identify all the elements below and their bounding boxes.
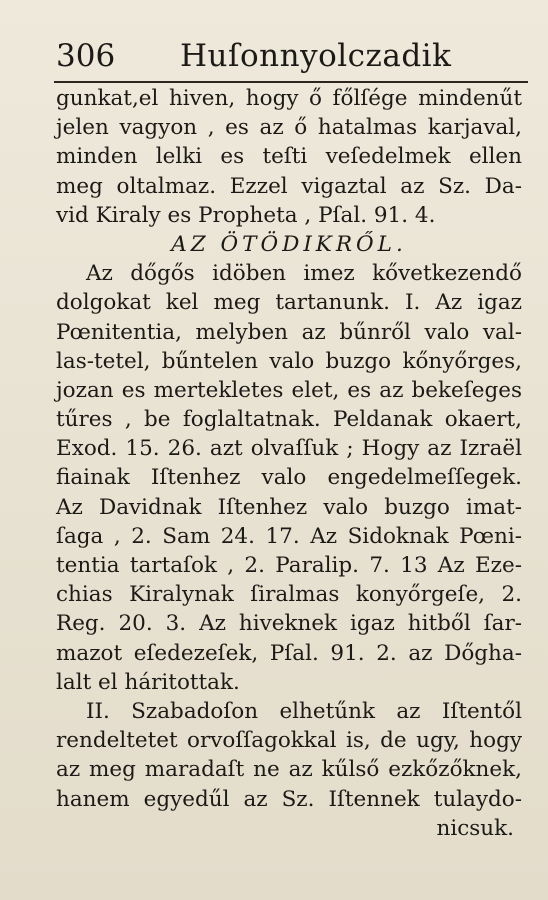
- text-line: meg oltalmaz. Ezzel vigaztal az Sz. Da-: [56, 173, 522, 199]
- text-line: jozan es mertekletes elet, es az bekeſeges: [56, 377, 522, 403]
- text-line: Reg. 20. 3. Az hiveknek igaz hitből ſar-: [56, 611, 522, 637]
- text-line: tűres , be foglaltatnak. Peldanak okaert,: [56, 407, 522, 433]
- text-line: nicsuk.: [436, 815, 514, 841]
- text-line: chias Kiralynak ſiralmas konyőrgeſe, 2.: [56, 582, 522, 608]
- body-text: [56, 84, 522, 843]
- text-line: tentia tartaſok , 2. Paralip. 7. 13 Az Eze-: [56, 553, 522, 578]
- text-line: Az Davidnak Iſtenhez valo buzgo imat-: [56, 494, 522, 520]
- text-line: dolgokat kel meg tartanunk. I. Az igaz: [56, 290, 522, 316]
- text-line: Exod. 15. 26. azt olvaſſuk ; Hogy az Izraël: [56, 436, 522, 462]
- text-line: fiainak Iſtenhez valo engedelmeſſegek.: [56, 465, 522, 491]
- text-line: Az dőgős idöben imez kővetkezendő: [86, 261, 522, 287]
- section-heading: AZ ÖTÖDIKRŐL.: [171, 231, 407, 257]
- text-line: mazot eſedezeſek, Pſal. 91. 2. az Dőgha-: [56, 640, 522, 666]
- text-line: az meg maradaſt ne az kűlső ezkőzőknek,: [56, 757, 522, 783]
- text-line: jelen vagyon , es az ő hatalmas karjaval,: [56, 115, 522, 141]
- text-line: las-tetel, bűntelen valo buzgo kőnyőrges,: [56, 348, 522, 374]
- text-line: gunkat,el hiven, hogy ő főlſége mindenűt: [56, 86, 522, 111]
- text-line: minden lelki es teſti veſedelmek ellen: [56, 144, 522, 170]
- text-line: vid Kiraly es Propheta , Pſal. 91. 4.: [56, 202, 436, 228]
- text-line: rendeltetet orvoſſagokkal is, de ugy, hogy: [56, 728, 522, 754]
- text-line: ſaga , 2. Sam 24. 17. Az Sidoknak Pœni-: [56, 523, 522, 549]
- text-line: hanem egyedűl az Sz. Iſtennek tulaydo-: [56, 786, 522, 812]
- running-title: Huſonnyolczadik: [180, 38, 452, 74]
- page-number: 306: [56, 38, 116, 74]
- text-line: lalt el háritottak.: [56, 669, 240, 695]
- page-header: [56, 36, 526, 76]
- text-line: II. Szabadoſon elhetűnk az Iſtentől: [86, 698, 522, 724]
- header-rule: [54, 81, 528, 83]
- text-line: Pœnitentia, melyben az bűnről valo val-: [56, 319, 522, 345]
